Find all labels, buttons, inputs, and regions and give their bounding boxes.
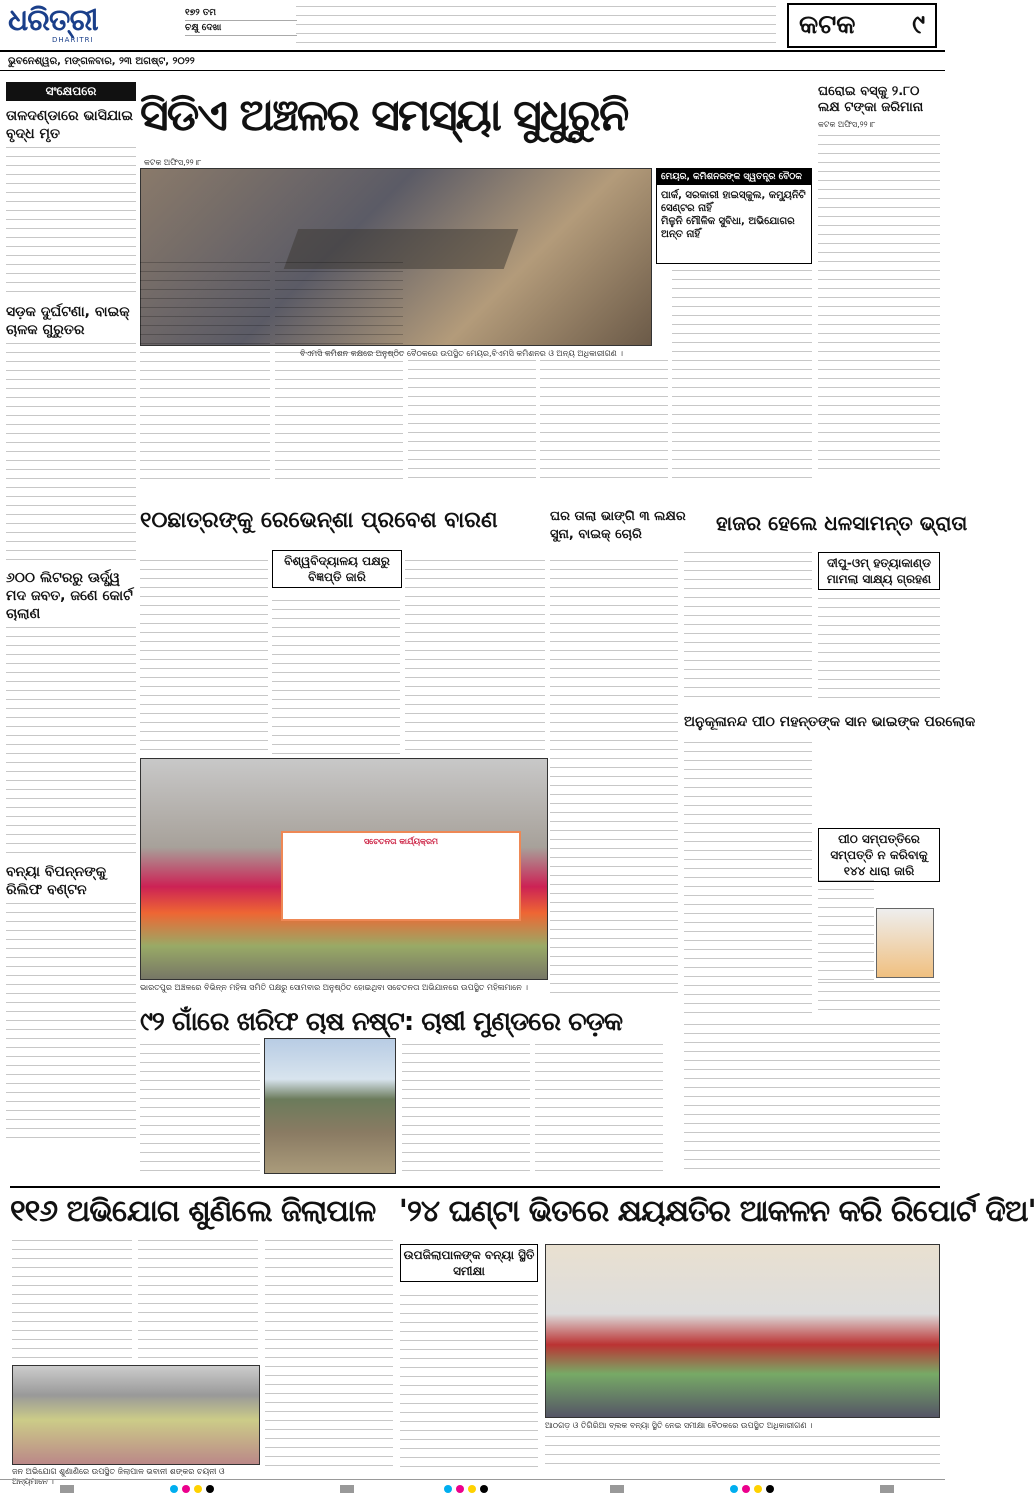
cyan-dot [170,1485,178,1493]
brief-headline-1[interactable]: ତାଳଦଣ୍ଡାରେ ଭାସିଯାଇ ବୃଦ୍ଧ ମୃତ [6,108,134,142]
ravenshaw-body-2 [272,600,400,755]
surrender-body-1 [684,552,812,702]
lead-body-col-3 [408,360,536,480]
briefs-tag: ସଂକ୍ଷେପରେ [6,82,136,101]
page-number: ୯ [912,10,925,40]
report-subhead: ଉପଜିଲାପାଳଙ୍କ ବନ୍ୟା ସ୍ଥିତି ସମୀକ୍ଷା [400,1244,538,1282]
lead-body-col-5 [672,270,812,480]
ashram-portrait-photo [876,908,934,978]
lead-feature-box [656,168,812,264]
magenta-dot [742,1485,750,1493]
brief-body-3 [6,627,136,857]
flood-review-photo [545,1244,940,1418]
yellow-dot [468,1485,476,1493]
top-teaser-text [296,6,776,50]
ear-line-1: ୧୭୨ ତମ [185,6,297,21]
brief-body-2 [6,343,136,563]
lead-body-col-1 [140,262,270,480]
theft-headline[interactable]: ଘର ତାଲା ଭାଙ୍ଗି ୩ ଲକ୍ଷର ସୁନା, ବାଇକ୍ ଚୋରି [550,509,686,542]
ravenshaw-headline[interactable]: ୧୦ଛାତ୍ରଙ୍କୁ ରେଭେନ୍‌ଶା ପ୍ରବେଶ ବାରଣ [140,508,498,533]
city-page-box [787,3,937,48]
magenta-dot [182,1485,190,1493]
yellow-dot [194,1485,202,1493]
black-dot [480,1485,488,1493]
collector-caption: ଜନ ଅଭିଯୋଗ ଶୁଣାଣିରେ ଉପସ୍ଥିତ ଜିଲାପାଳ ଭବାନୀ ଶଙ୍କର ଚୟନୀ ଓ ଅନ୍ୟମାନେ । [12,1467,225,1486]
city-name: କଟକ [799,10,856,40]
kharif-body-2 [402,1044,530,1176]
newspaper-logo[interactable] [8,4,178,44]
lead-body-col-2 [275,262,403,480]
yellow-dot [754,1485,762,1493]
brief-body-1 [6,147,136,297]
feature-box-head: ମେୟର, କମିଶନରଙ୍କ ସ୍ୱତନ୍ତ୍ର ବୈଠକ [657,169,811,185]
dateline: ଭୁବନେଶ୍ୱର, ମଙ୍ଗଳବାର, ୨୩ ଅଗଷ୍ଟ, ୨୦୨୨ [0,53,945,71]
briefs-column [6,82,136,1187]
registration-bar [60,1485,74,1493]
logo-text: ଧରିତ୍ରୀ [8,3,98,38]
rally-banner [281,831,521,921]
brief-headline-3[interactable]: ୬୦୦ ଲିଟରରୁ ଊର୍ଦ୍ଧ୍ୱ ମଦ ଜବତ, ଜଣେ କୋର୍ଟ ଚାଲାଣ [6,570,133,622]
right-top-dateline: କଟକ ଅଫିସ,୨୨।୮ [818,120,876,129]
ravenshaw-body-3 [405,560,545,755]
collector-body-2 [138,1240,258,1360]
rally-banner-text: ସଚେତନତା କାର୍ଯ୍ୟକ୍ରମ [363,837,439,846]
lead-body-col-4 [540,360,668,480]
black-dot [766,1485,774,1493]
lead-dateline: କଟକ ଅଫିସ,୨୨।୮ [144,158,202,167]
collector-headline: ୧୧୬ ଅଭିଯୋଗ ଶୁଣିଲେ ଜିଲାପାଳ [10,1194,376,1229]
feature-point-1: ପାର୍କ, ସରକାରୀ ହାଇସ୍କୁଲ, କମ୍ୟୁନିଟି ସେଣ୍ଟର ନାହିଁ [661,190,806,214]
kharif-body-3 [535,1044,663,1176]
feature-point-2: ମିଳୁନି ମୌଳିକ ସୁବିଧା, ଅଭିଯୋଗର ଅନ୍ତ ନାହିଁ [661,216,795,240]
theft-body [550,560,678,1000]
ashram-headline[interactable]: ଅନୁକୂଳାନନ୍ଦ ପୀଠ ମହନ୍ତଙ୍କ ସାନ ଭାଇଙ୍କ ପରଲୋକ [684,714,976,730]
collector-hearing-photo [12,1365,260,1465]
brief-headline-2[interactable]: ସଡ଼କ ଦୁର୍ଘଟଣା, ବାଇକ୍ ଚାଳକ ଗୁରୁତର [6,304,130,338]
ashram-subhead: ପୀଠ ସମ୍ପତ୍ତିରେ ସମ୍ପତ୍ତି ନ କରିବାକୁ ୧୪୪ ଧାରା ଜାରି [818,828,940,882]
surrender-subhead: ଦୀପୁ-ଓମ୍ ହତ୍ୟାକାଣ୍ଡ ମାମଲା ସାକ୍ଷ୍ୟ ଗ୍ରହଣ [818,552,940,590]
registration-bar [880,1485,894,1493]
rally-caption: ଭାରତପୁର ଅଞ୍ଚଳରେ ବିଭିନ୍ନ ମହିଳା ସମିତି ପକ୍ଷରୁ ସୋମବାର ଅନୁଷ୍ଠିତ ହୋଇଥିବା ସଚେତନତା ଅଭିଯାନରେ ଉପସ୍ଥିତ ମହିଳାମାନେ । [140,983,528,992]
logo-subtext: DHARITRI [52,36,94,44]
right-top-headline[interactable]: ଘରୋଇ ବସ୍‌କୁ ୨.୮୦ ଲକ୍ଷ ଟଙ୍କା ଜରିମାନା [818,84,924,115]
ashram-body-1 [684,742,812,1017]
ravenshaw-body-1 [140,560,268,755]
right-top-body [818,135,940,470]
black-dot [206,1485,214,1493]
kharif-headline[interactable]: ୯୨ ଗାଁରେ ଖରିଫ ଚାଷ ନଷ୍ଟ: ଚାଷୀ ମୁଣ୍ଡରେ ଚଡ଼କ [140,1007,623,1037]
print-registration-footer [0,1479,945,1497]
registration-bar [610,1485,624,1493]
ear-line-2: ଚକ୍ଷୁ ଦେଖା [185,21,297,36]
magenta-dot [456,1485,464,1493]
registration-bar [340,1485,354,1493]
ear-panel [185,6,297,46]
brief-headline-4[interactable]: ବନ୍ୟା ବିପନ୍ନଙ୍କୁ ରିଲିଫ ବଣ୍ଟନ [6,864,107,898]
bottom-banner-headline[interactable] [10,1186,1036,1236]
meeting-caption: ବିଏମସି କମିଶନ କକ୍ଷରେ ଅନୁଷ୍ଠିତ ବୈଠକରେ ଉପସ୍ଥିତ ମେୟର,ବିଏମସି କମିଶନର ଓ ଅନ୍ୟ ଅଧିକାରୀଗଣ । [300,349,623,358]
collector-body-1 [12,1240,132,1360]
lead-headline[interactable]: ସିଡିଏ ଅଞ୍ଚଳର ସମସ୍ୟା ସୁଧୁରୁନି [140,90,628,141]
rally-photo [140,758,548,980]
review-caption: ଆଠଗଡ଼ ଓ ତିଗିରିଆ ବ୍ଲକ ବନ୍ୟା ସ୍ଥିତି ନେଇ ସମୀକ୍ଷା ବୈଠକରେ ଉପସ୍ଥିତ ଅଧିକାରୀଗଣ । [545,1421,813,1430]
report-body-2 [545,1436,940,1472]
report-headline: '୨୪ ଘଣ୍ଟା ଭିତରେ କ୍ଷୟକ୍ଷତିର ଆକଳନ କରି ରିପୋର୍ଟ ଦିଅ' [398,1194,1036,1229]
ashram-body-3 [818,982,940,1017]
cyan-dot [444,1485,452,1493]
brief-body-4 [6,903,136,1143]
flooded-field-photo [264,1038,396,1174]
cyan-dot [730,1485,738,1493]
masthead [0,0,945,52]
collector-body-3 [265,1240,393,1470]
ravenshaw-subhead: ବିଶ୍ୱବିଦ୍ୟାଳୟ ପକ୍ଷରୁ ବିଜ୍ଞପ୍ତି ଜାରି [272,550,402,588]
surrender-body-2 [818,598,940,702]
kharif-body-1 [140,1044,260,1176]
report-body-1 [400,1295,538,1470]
ashram-body-2 [818,880,874,980]
surrender-headline[interactable]: ହାଜର ହେଲେ ଧଳସାମନ୍ତ ଭ୍ରାତା [716,511,968,535]
ashram-body-4 [684,1024,940,1176]
